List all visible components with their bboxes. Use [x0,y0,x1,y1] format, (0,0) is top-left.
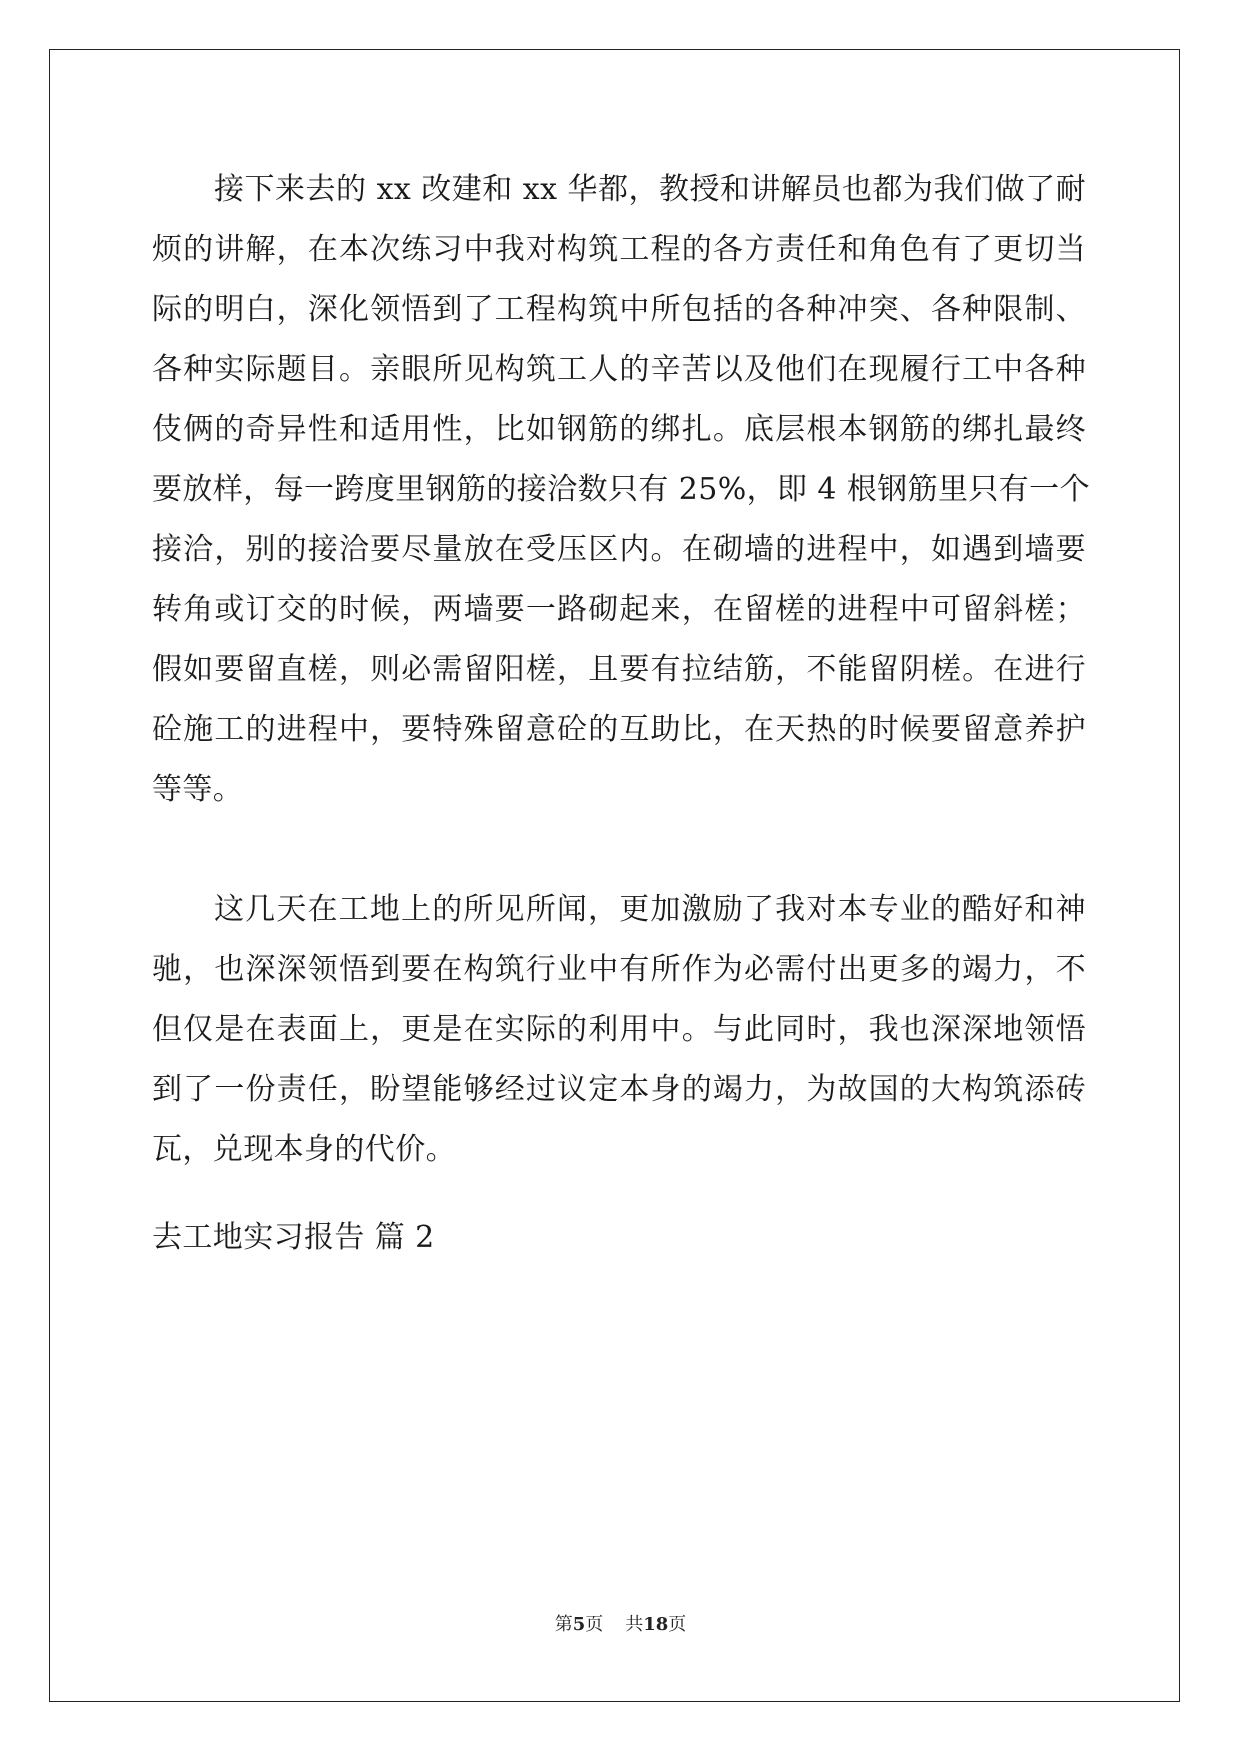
text-line: 瓦，兑现本身的代价。 [152,1132,456,1167]
paragraph-2 [152,880,1086,1180]
text-line: 伎俩的奇异性和适用性，比如钢筋的绑扎。底层根本钢筋的绑扎最终 [152,412,1086,447]
text-line: 转角或订交的时候，两墙要一路砌起来，在留槎的进程中可留斜槎； [152,592,1086,627]
text-line: 驰，也深深领悟到要在构筑行业中有所作为必需付出更多的竭力，不 [152,952,1086,987]
page-footer [0,1610,1241,1636]
text-line: 各种实际题目。亲眼所见构筑工人的辛苦以及他们在现履行工中各种 [152,352,1086,387]
footer-total-pages: 18 [643,1614,669,1635]
text-line: 烦的讲解，在本次练习中我对构筑工程的各方责任和角色有了更切当 [152,232,1086,267]
footer-page-number: 5 [572,1614,586,1635]
section-title: 去工地实习报告 篇 2 [152,1220,435,1255]
paragraph-gap [152,820,1086,880]
paragraph-gap [152,1180,1086,1208]
text-line: 假如要留直槎，则必需留阳槎，且要有拉结筋，不能留阴槎。在进行 [152,652,1086,687]
text-line: 接洽，别的接洽要尽量放在受压区内。在砌墙的进程中，如遇到墙要 [152,532,1086,567]
text-line: 到了一份责任，盼望能够经过议定本身的竭力，为故国的大构筑添砖 [152,1072,1086,1107]
text-line: 这几天在工地上的所见所闻，更加激励了我对本专业的酷好和神 [214,892,1086,927]
footer-total-prefix: 共 [625,1614,644,1635]
paragraph-1 [152,160,1090,820]
document-body [152,160,1090,1268]
footer-prefix: 第 [554,1614,573,1635]
text-line: 要放样，每一跨度里钢筋的接洽数只有 25%，即 4 根钢筋里只有一个 [152,472,1090,507]
text-line: 接下来去的 xx 改建和 xx 华都，教授和讲解员也都为我们做了耐 [214,172,1086,207]
text-line: 际的明白，深化领悟到了工程构筑中所包括的各种冲突、各种限制、 [152,292,1086,327]
text-line: 砼施工的进程中，要特殊留意砼的互助比，在天热的时候要留意养护 [152,712,1086,747]
footer-total-suffix: 页 [668,1614,687,1635]
footer-page-suffix: 页 [585,1614,604,1635]
text-line: 但仅是在表面上，更是在实际的利用中。与此同时，我也深深地领悟 [152,1012,1086,1047]
text-line: 等等。 [152,772,244,807]
